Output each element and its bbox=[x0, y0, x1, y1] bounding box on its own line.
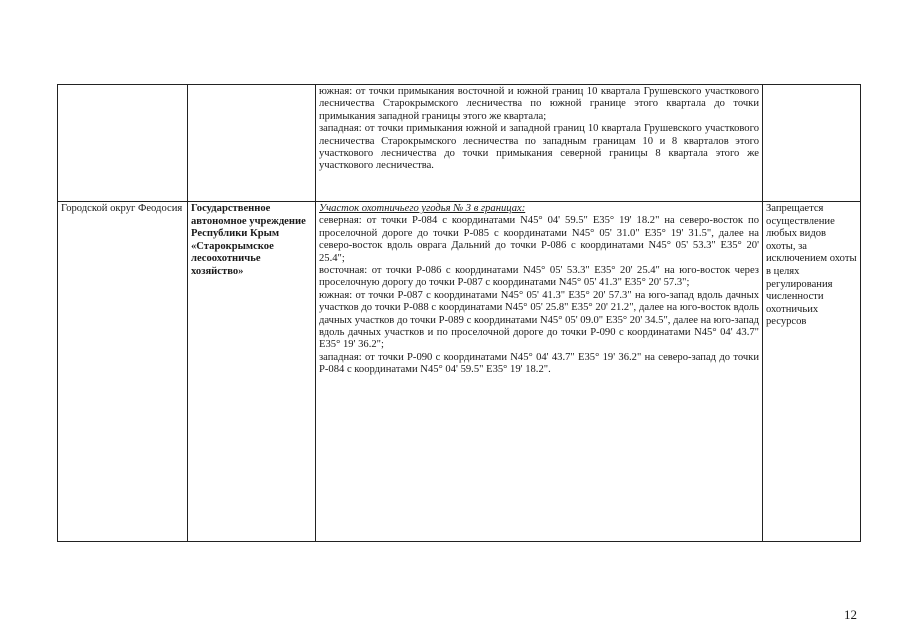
page-number: 12 bbox=[844, 607, 857, 622]
plot-heading: Участок охотничьего угодья № 3 в границах: bbox=[319, 203, 526, 214]
cell-municipality-empty bbox=[58, 85, 188, 202]
cell-boundaries-continuation bbox=[316, 85, 763, 202]
table-row-plot-3 bbox=[58, 202, 861, 542]
boundary-east: восточная: от точки Р-086 с координатами N45° 05' 53.3" E35° 20' 25.4" на юго-восток через проселочную дорогу до точки Р-087 с координатами N45° 05' 41.3" E35° 20' 57.3"; bbox=[319, 265, 759, 289]
boundary-south: южная: от точки Р-087 с координатами N45° 05' 41.3" E35° 20' 57.3" на юго-запад вдоль дачных участков до точки Р-088 с координатами N45° 05' 25.8" E35° 20' 21.2", далее на юго-восток вдоль дачных участков до точки Р-089 с координатами N45° 05' 09.0" E35° 20' 34.5", далее на юго-запад вдоль дачных участков и по проселочной дороге до точки Р-090 с координатами N45° 04' 43.7" E35° 19' 36.2"; bbox=[319, 289, 759, 351]
organization-name: Государственное автономное учреждение Республики Крым «Старокрымское лесоохотничье хозяйство» bbox=[191, 203, 306, 277]
boundary-south-continued: южная: от точки примыкания восточной и южной границ 10 квартала Грушевского участкового лесничества Старокрымского лесничества по южной границе этого квартала до точки примыкания западной границы этого же квартала; bbox=[319, 86, 759, 122]
hunting-restrictions: Запрещается осуществление любых видов охоты, за исключением охоты в целях регулирования численности охотничьих ресурсов bbox=[766, 203, 857, 328]
municipality-name: Городской округ Феодосия bbox=[61, 203, 183, 214]
cell-organization-empty bbox=[188, 85, 316, 202]
boundary-west-continued: западная: от точки примыкания южной и западной границ 10 квартала Грушевского участкового лесничества Старокрымского лесничества по западным границам 10 и 8 кварталов этого участкового лесничества до точки примыкания северной границы 8 квартала этого же участкового лесничества. bbox=[319, 123, 759, 172]
cell-organization bbox=[188, 202, 316, 542]
table-row-continuation bbox=[58, 85, 861, 202]
cell-restrictions-empty bbox=[763, 85, 861, 202]
cell-municipality bbox=[58, 202, 188, 542]
cell-restrictions bbox=[763, 202, 861, 542]
boundary-west: западная: от точки Р-090 с координатами N45° 04' 43.7" E35° 19' 36.2" на северо-запад до точки Р-084 с координатами N45° 04' 59.5" E35° 19' 18.2". bbox=[319, 351, 759, 376]
hunting-grounds-table bbox=[57, 84, 861, 542]
boundary-north: северная: от точки Р-084 с координатами N45° 04' 59.5" E35° 19' 18.2" на северо-восток по проселочной дороге до точки Р-085 с координатами N45° 05' 31.0" E35° 19' 31.5", далее на северо-восток вдоль оврага Дальний до точки Р-086 с координатами N45° 05' 53.3" E35° 20' 25.4"; bbox=[319, 215, 759, 264]
cell-boundaries bbox=[316, 202, 763, 542]
